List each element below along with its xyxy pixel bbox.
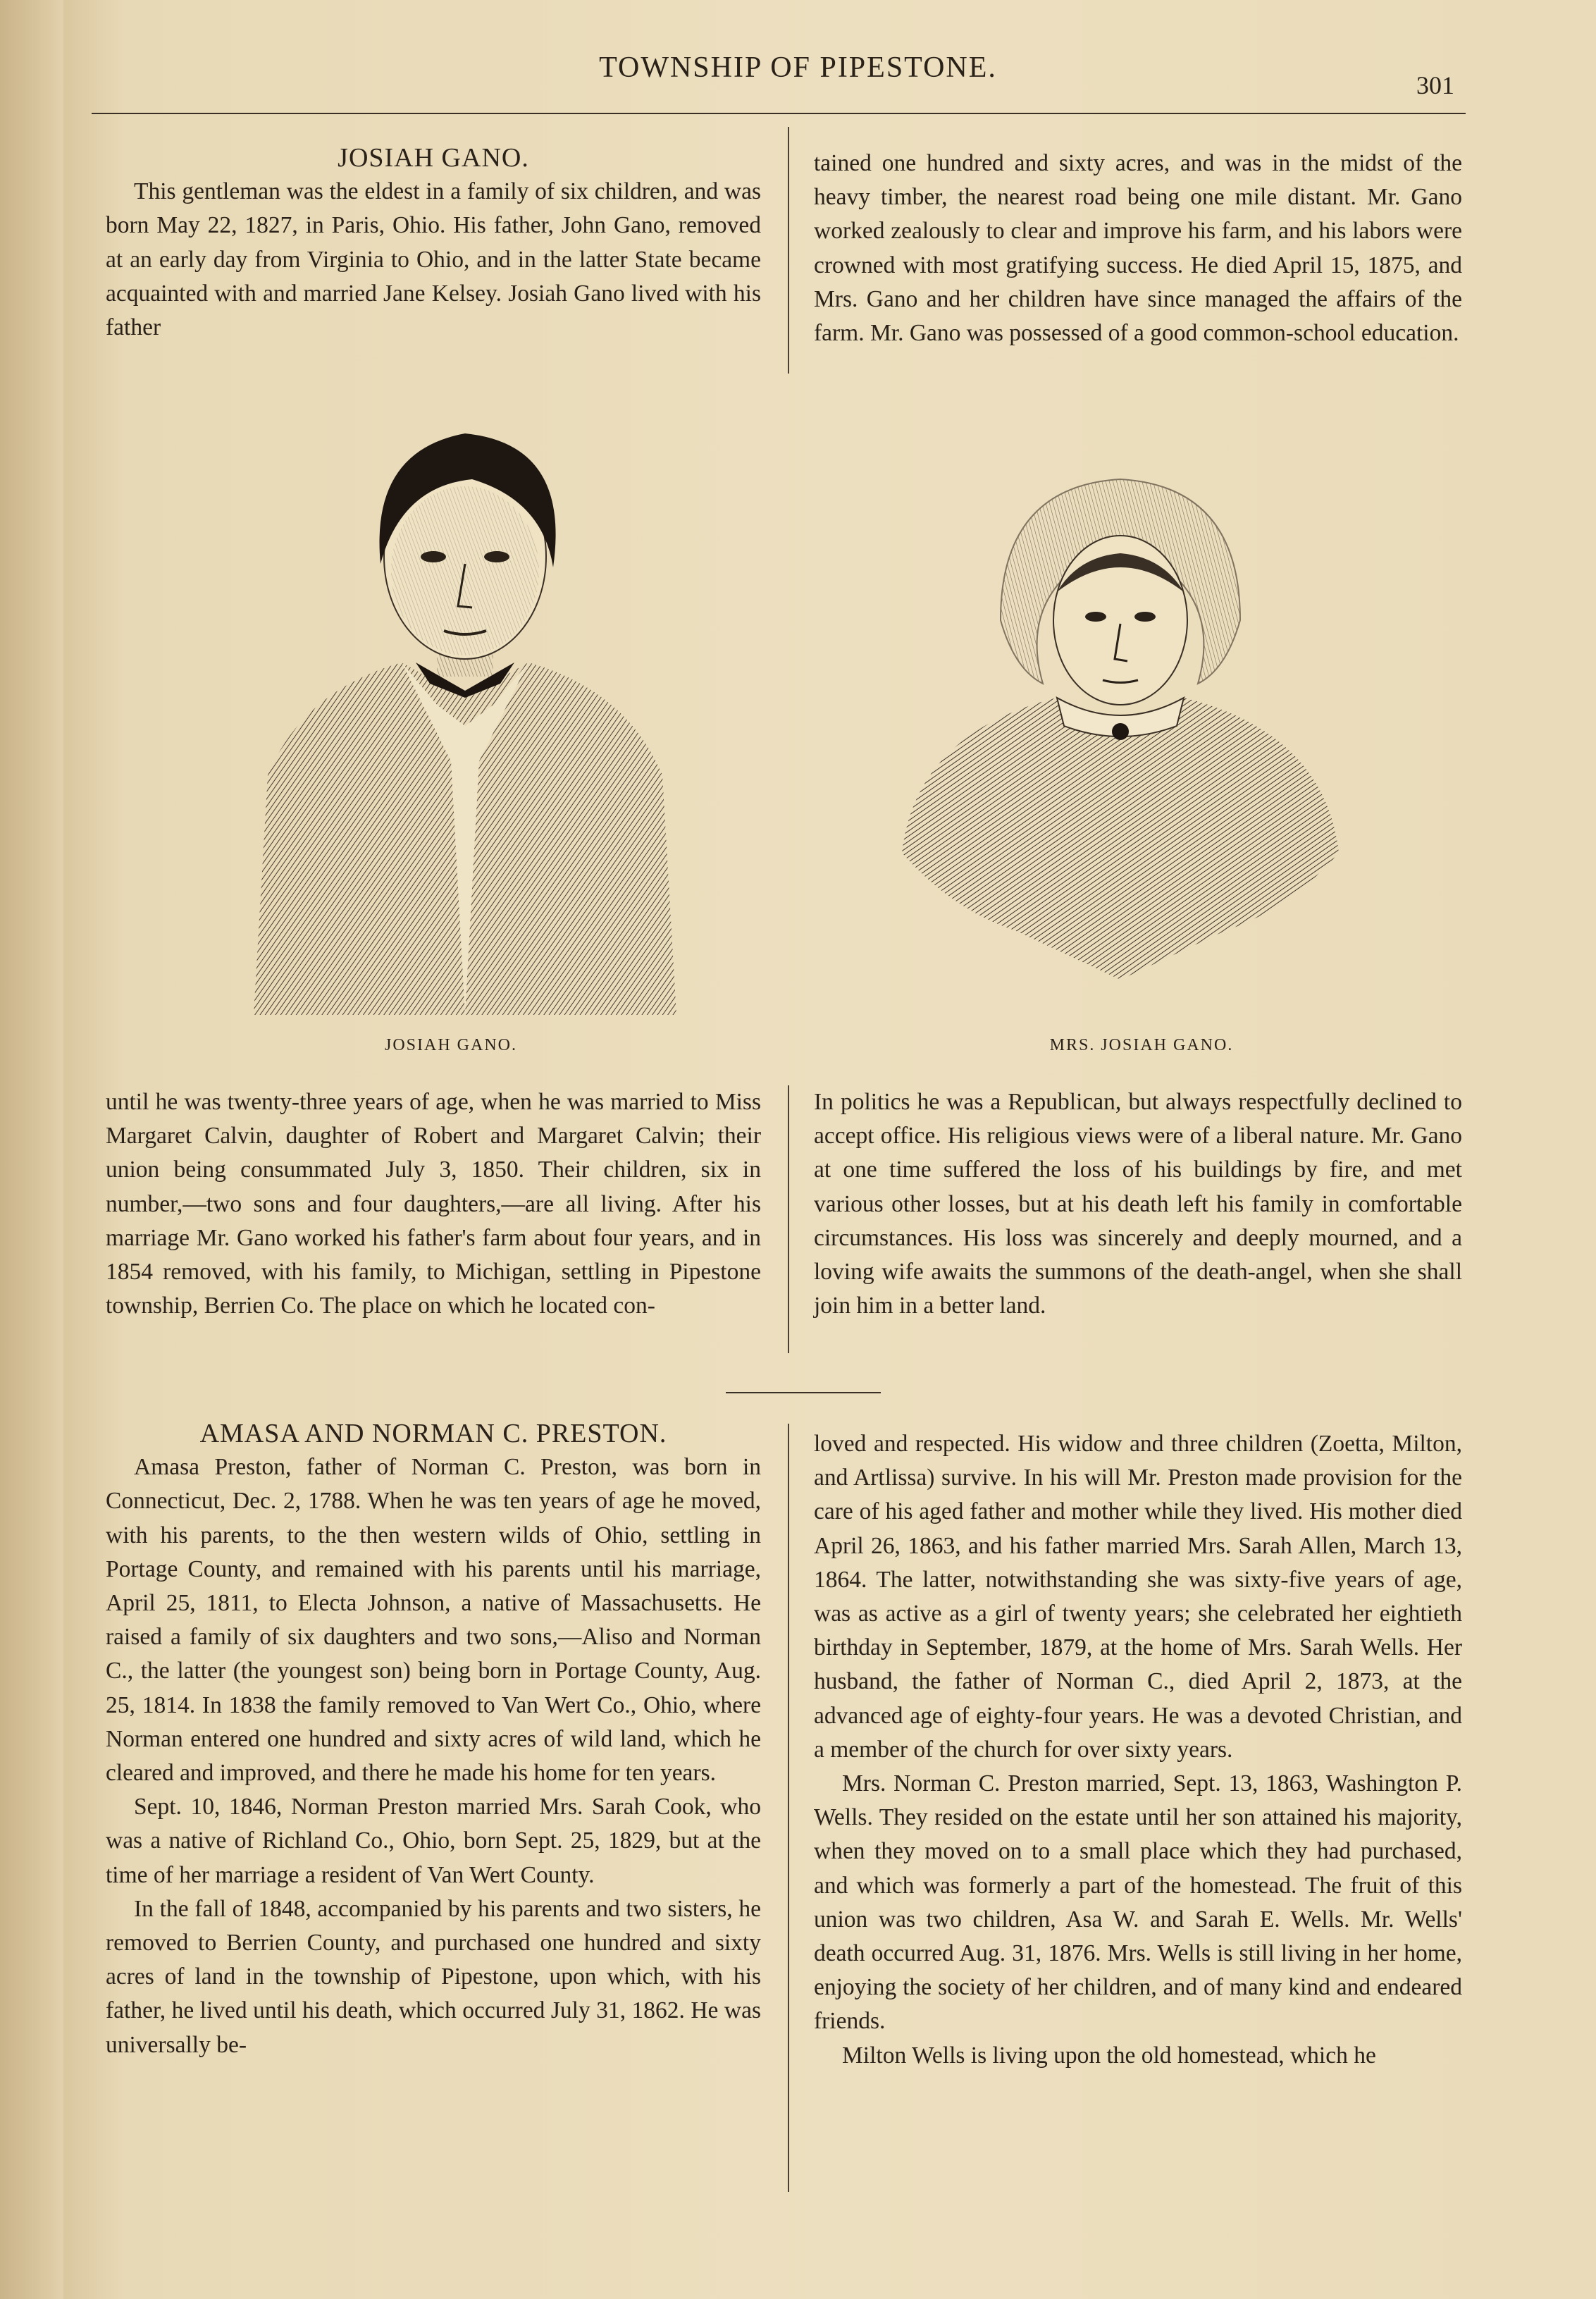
section-title-preston: AMASA AND NORMAN C. PRESTON. [199, 1419, 667, 1448]
gano-body-right-column [814, 1085, 1462, 1323]
paragraph: This gentleman was the eldest in a family of six children, and was born May 22, 1827, in Paris, Ohio. His father, John Gano, removed at an early day from Virginia to Ohio, and in the latter State became acquainted with and married Jane Kelsey. Josiah Gano lived with his father [106, 178, 761, 341]
column-divider [788, 127, 789, 374]
paragraph: Sept. 10, 1846, Norman Preston married Mrs. Sarah Cook, who was a native of Richland Co., Ohio, born Sept. 25, 1829, but at the time of her marriage a resident of Van Wert County. [106, 1794, 761, 1888]
running-header: TOWNSHIP OF PIPESTONE. [599, 51, 997, 84]
gano-intro-right-column [814, 147, 1462, 350]
header-rule [92, 113, 1466, 114]
column-divider [788, 1424, 789, 2192]
column-divider [788, 1085, 789, 1353]
paragraph: loved and respected. His widow and three children (Zoetta, Milton, and Artlissa) survive. In his will Mr. Preston made provision for the care of his aged father and mother while they lived. His mother died April 26, 1863, and his father married Mrs. Sarah Allen, March 13, 1864. The latter, notwithstanding she was sixty-five years of age, was as active as a girl of twenty years; she celebrated her eightieth birthday in September, 1879, at the home of Mrs. Sarah Wells. Her husband, the father of Norman C., died April 2, 1873, at the advanced age of eighty-four years. He was a devoted Christian, and a member of the church for over sixty years. [814, 1431, 1462, 1763]
paragraph: until he was twenty-three years of age, when he was married to Miss Margaret Calvin, daughter of Robert and Margaret Calvin; their union being consummated July 3, 1850. Their children, six in number,—two sons and four daughters,—are all living. After his marriage Mr. Gano worked his father's farm about four years, and in 1854 removed, with his family, to Michigan, settling in Pipestone township, Berrien Co. The place on which he located con- [106, 1089, 761, 1319]
paragraph: In the fall of 1848, accompanied by his parents and two sisters, he removed to Berrien County, and purchased one hundred and sixty acres of land in the township of Pipestone, upon which, with his father, he lived until his death, which occurred July 31, 1862. He was universally be- [106, 1895, 761, 2058]
portrait-josiah-gano [240, 395, 691, 1015]
gano-intro-left-column [106, 141, 761, 345]
section-title-josiah-gano: JOSIAH GANO. [338, 143, 529, 173]
paragraph: Amasa Preston, father of Norman C. Preston, was born in Connecticut, Dec. 2, 1788. When he was ten years of age he moved, with his parents, to the then western wilds of Ohio, settling in Portage County, and remained with his parents until his marriage, April 25, 1811, to Electa Johnson, a native of Massachusetts. He raised a family of six daughters and two sons,—Aliso and Norman C., the latter (the youngest son) being born in Portage County, Aug. 25, 1814. In 1838 the family removed to Van Wert Co., Ohio, where Norman entered one hundred and sixty acres of wild land, which he cleared and improved, and there he made his home for ten years. [106, 1454, 761, 1787]
paragraph: Milton Wells is living upon the old homestead, which he [842, 2042, 1376, 2069]
gano-body-left-column [106, 1085, 761, 1323]
paragraph: tained one hundred and sixty acres, and was in the midst of the heavy timber, the nearest road being one mile distant. Mr. Gano worked zealously to clear and improve his farm, and his labors were crowned with most gratifying success. He died April 15, 1875, and Mrs. Gano and her children have since managed the affairs of the farm. Mr. Gano was possessed of a good common-school education. [814, 150, 1462, 347]
portrait-mrs-josiah-gano [895, 458, 1346, 980]
preston-left-column [106, 1417, 761, 2062]
page-number: 301 [1416, 71, 1454, 99]
caption-mrs-josiah-gano: MRS. JOSIAH GANO. [1049, 1036, 1234, 1054]
section-separator [726, 1392, 881, 1393]
preston-right-column [814, 1427, 1462, 2073]
paragraph: In politics he was a Republican, but always respectfully declined to accept office. His religious views were of a liberal nature. Mr. Gano at one time suffered the loss of his buildings by fire, and met various other losses, but at his death left his family in comfortable circumstances. His loss was sincerely and deeply mourned, and a loving wife awaits the summons of the death-angel, when she shall join him in a better land. [814, 1089, 1462, 1319]
paragraph: Mrs. Norman C. Preston married, Sept. 13, 1863, Washington P. Wells. They resided on the estate until her son attained his majority, when they moved on to a small place which they had purchased, and which was formerly a part of the homestead. The fruit of this union was two children, Asa W. and Sarah E. Wells. Mr. Wells' death occurred Aug. 31, 1876. Mrs. Wells is still living in her home, enjoying the society of her children, and of many kind and endeared friends. [814, 1770, 1462, 2035]
book-spine-margin [0, 0, 63, 2299]
caption-josiah-gano: JOSIAH GANO. [384, 1036, 517, 1054]
